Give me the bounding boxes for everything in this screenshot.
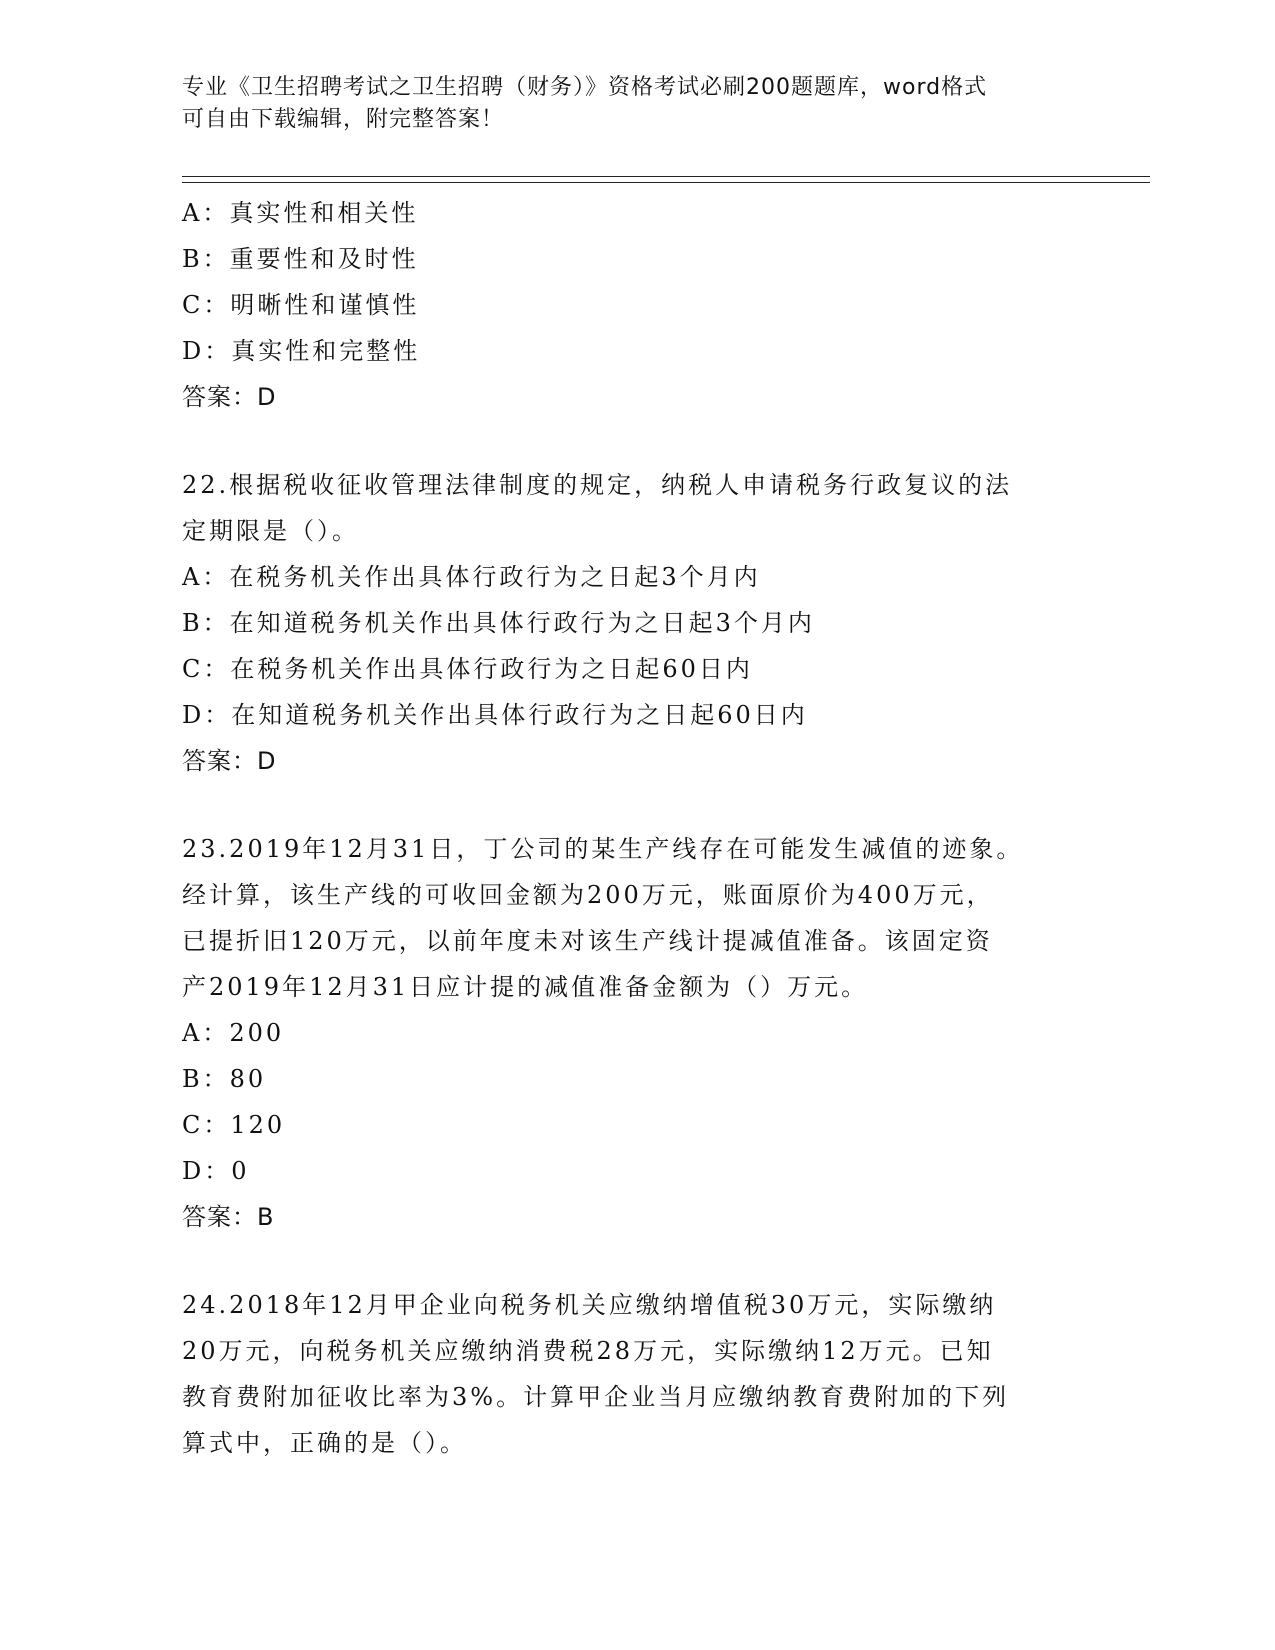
question-stem-line: 定期限是（）。 [182, 517, 359, 545]
option-b: B：在知道税务机关作出具体行政行为之日起3个月内 [182, 609, 815, 637]
question-stem-line: 算式中，正确的是（）。 [182, 1429, 467, 1457]
answer-line: 答案：B [182, 1203, 275, 1231]
option-a: A：真实性和相关性 [182, 199, 419, 227]
option-d: D：在知道税务机关作出具体行政行为之日起60日内 [182, 701, 808, 729]
question-23 [182, 826, 1082, 1240]
answer-line: 答案：D [182, 747, 277, 775]
document-header [182, 72, 1062, 136]
option-d: D：0 [182, 1157, 250, 1185]
answer-line: 答案：D [182, 383, 277, 411]
header-title-line-2: 可自由下载编辑，附完整答案！ [182, 107, 505, 132]
question-content [182, 190, 1082, 1466]
option-b: B：80 [182, 1065, 267, 1093]
question-stem-line: 22.根据税收征收管理法律制度的规定，纳税人申请税务行政复议的法 [182, 471, 1013, 499]
question-21-block [182, 190, 1082, 420]
question-stem-line: 教育费附加征收比率为3%。计算甲企业当月应缴纳教育费附加的下列 [182, 1383, 1010, 1411]
option-c: C：明晰性和谨慎性 [182, 291, 420, 319]
option-a: A：在税务机关作出具体行政行为之日起3个月内 [182, 563, 761, 591]
option-a: A：200 [182, 1019, 285, 1047]
question-stem-line: 24.2018年12月甲企业向税务机关应缴纳增值税30万元，实际缴纳 [182, 1291, 997, 1319]
header-divider-top [182, 176, 1150, 177]
option-c: C：120 [182, 1111, 286, 1139]
question-stem-line: 已提折旧120万元，以前年度未对该生产线计提减值准备。该固定资 [182, 927, 993, 955]
header-title-line-1: 专业《卫生招聘考试之卫生招聘（财务）》资格考试必刷200题题库，word格式 [182, 75, 988, 100]
question-stem-line: 23.2019年12月31日，丁公司的某生产线存在可能发生减值的迹象。 [182, 835, 1024, 863]
header-divider-bottom [182, 182, 1150, 183]
option-b: B：重要性和及时性 [182, 245, 419, 273]
option-c: C：在税务机关作出具体行政行为之日起60日内 [182, 655, 753, 683]
question-24 [182, 1282, 1082, 1466]
question-stem-line: 产2019年12月31日应计提的减值准备金额为（）万元。 [182, 973, 869, 1001]
question-stem-line: 20万元，向税务机关应缴纳消费税28万元，实际缴纳12万元。已知 [182, 1337, 994, 1365]
question-stem-line: 经计算，该生产线的可收回金额为200万元，账面原价为400万元， [182, 881, 994, 909]
question-22 [182, 462, 1082, 784]
option-d: D：真实性和完整性 [182, 337, 421, 365]
